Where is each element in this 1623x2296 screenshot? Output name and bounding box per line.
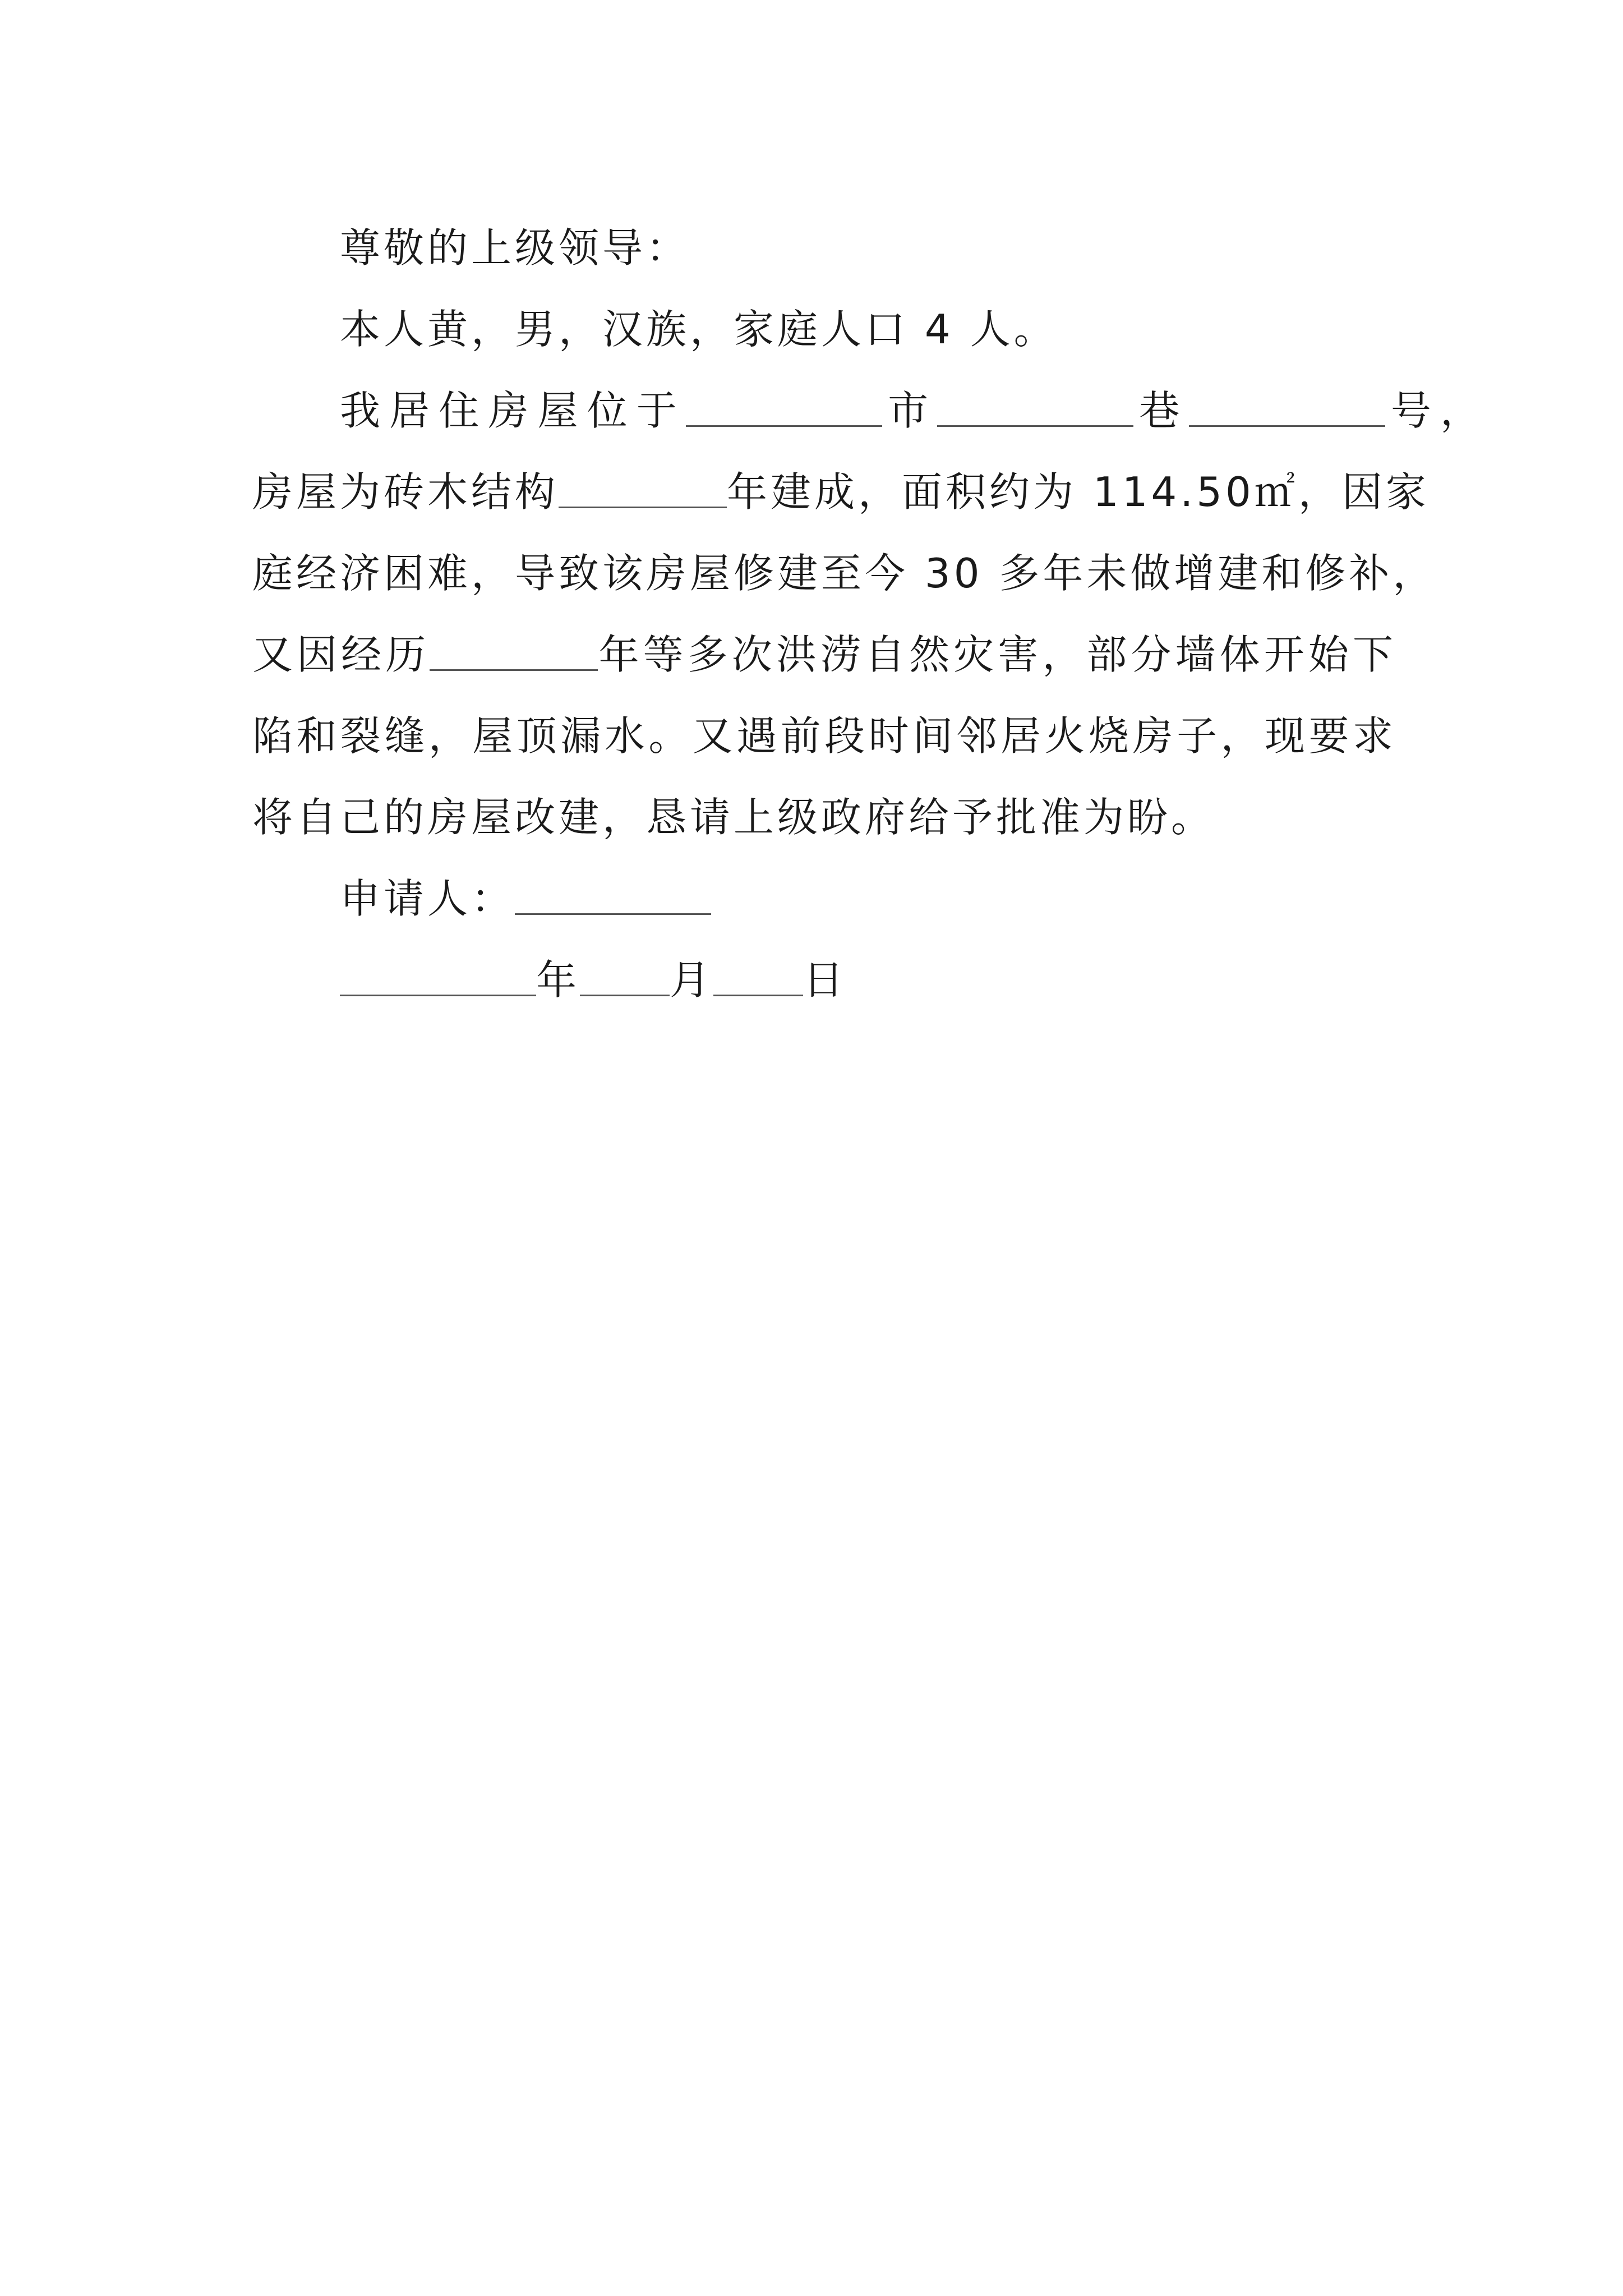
built-year-blank [559, 467, 727, 508]
hardship-line: 庭经济困难，导致该房屋修建至今 30 多年未做增建和修补， [252, 550, 1437, 597]
intro-paragraph: 本人黄，男，汉族，家庭人口 4 人。 [340, 306, 1058, 353]
applicant-blank [515, 874, 711, 915]
year-label: 年 [536, 956, 580, 1004]
disaster-suffix: 年等多次洪涝自然灾害，部分墙体开始下 [598, 631, 1396, 678]
city-blank [686, 386, 882, 427]
number-label: 号， [1385, 387, 1484, 434]
address-prefix: 我居住房屋位于 [340, 387, 686, 434]
applicant-label: 申请人： [340, 875, 515, 922]
structure-suffix: 年建成，面积约为 114.50㎡，因家 [727, 468, 1430, 516]
salutation: 尊敬的上级领导： [340, 224, 690, 272]
application-letter [252, 208, 1484, 1021]
damage-line: 陷和裂缝，屋顶漏水。又遇前段时间邻居火烧房子，现要求 [252, 712, 1396, 760]
address-line [252, 370, 1484, 452]
lane-blank [937, 386, 1133, 427]
disaster-year-blank [430, 630, 598, 671]
day-label: 日 [803, 956, 847, 1004]
year-blank [340, 955, 536, 996]
structure-line [252, 452, 1430, 533]
request-line: 将自己的房屋改建，恳请上级政府给予批准为盼。 [252, 794, 1215, 841]
month-label: 月 [670, 956, 714, 1004]
disaster-prefix: 又因经历 [252, 631, 430, 678]
month-blank [580, 955, 670, 996]
disaster-line [252, 614, 1396, 696]
day-blank [713, 955, 803, 996]
number-blank [1189, 386, 1385, 427]
applicant-line [252, 858, 1396, 940]
lane-label: 巷 [1133, 387, 1189, 434]
city-label: 市 [882, 387, 938, 434]
structure-prefix: 房屋为砖木结构 [252, 468, 559, 516]
date-line [252, 940, 1396, 1021]
